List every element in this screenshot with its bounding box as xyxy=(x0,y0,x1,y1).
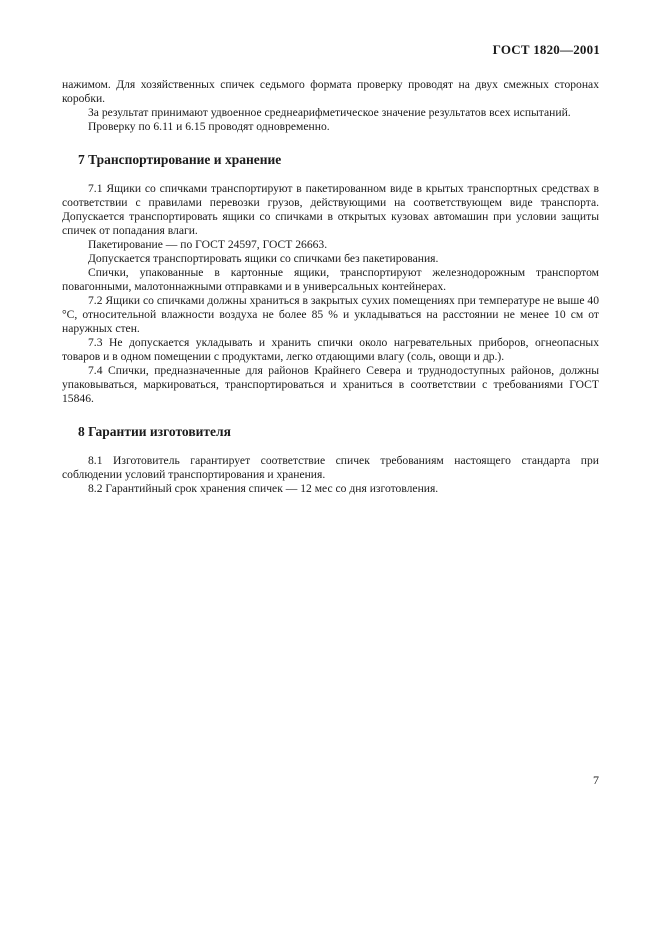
paragraph-8-2: 8.2 Гарантийный срок хранения спичек — 12 мес со дня изготовления. xyxy=(88,482,439,495)
section-7-title: 7 Транспортирование и хранение xyxy=(78,152,282,167)
paragraph-7-3: 7.3 Не допускается укладывать и хранить спички около нагревательных приборов, огнеопасных товаров и в одном помещении с продуктами, легко отдающими влагу (соль, овощи и др.). xyxy=(62,336,599,363)
paragraph-packaging: Пакетирование — по ГОСТ 24597, ГОСТ 26663. xyxy=(88,238,328,251)
section-8-title: 8 Гарантии изготовителя xyxy=(78,424,231,439)
document-body xyxy=(62,78,599,496)
document-code: ГОСТ 1820—2001 xyxy=(492,42,600,57)
paragraph-rail-transport: Спички, упакованные в картонные ящики, транспортируют железнодорожным транспортом повагонными, малотоннажными отправками и в универсальных контейнерах. xyxy=(62,266,599,293)
paragraph-continuation: нажимом. Для хозяйственных спичек седьмого формата проверку проводят на двух смежных сторонах коробки. xyxy=(62,78,599,105)
paragraph-7-4: 7.4 Спички, предназначенные для районов Крайнего Севера и труднодоступных районов, должны упаковываться, маркироваться, транспортироваться и храниться в соответствии с требованиями ГОСТ 15846. xyxy=(62,364,599,405)
paragraph-7-2: 7.2 Ящики со спичками должны храниться в закрытых сухих помещениях при температуре не выше 40 °С, относительной влажности воздуха не более 85 % и укладываться на расстоянии не менее 10 см от наружных стен. xyxy=(62,294,599,335)
paragraph-result: За результат принимают удвоенное среднеарифметическое значение результатов всех испытаний. xyxy=(88,106,571,119)
paragraph-no-packaging: Допускается транспортировать ящики со спичками без пакетирования. xyxy=(88,252,439,265)
paragraph-7-1: 7.1 Ящики со спичками транспортируют в пакетированном виде в крытых транспортных средствах в соответствии с правилами перевозки грузов, действующими на соответствующем виде транспорта. Допускается транспортировать ящики со спичками в открытых кузовах автомашин при условии защиты спичек от попадания влаги. xyxy=(62,182,599,237)
paragraph-8-1: 8.1 Изготовитель гарантирует соответствие спичек требованиям настоящего стандарта при соблюдении условий транспортирования и хранения. xyxy=(62,454,599,481)
page-number: 7 xyxy=(593,773,599,787)
paragraph-simultaneous-check: Проверку по 6.11 и 6.15 проводят одновременно. xyxy=(88,120,330,133)
